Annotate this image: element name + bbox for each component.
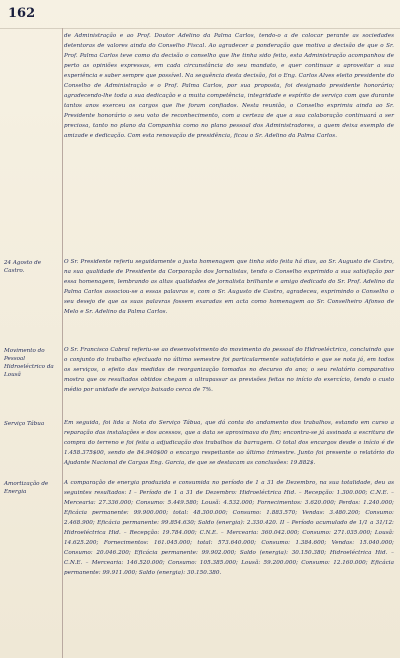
paragraph-staff-movement: O Sr. Francisco Cabral referiu-se ao desenvolvimento do movimento do pessoal do Hidroeléctrico, concluindo que o conjunto do trabalho efectuado no último semestre foi particularmente satisfatório e que se nota já, em todos os serviços, o efeito das medidas de reorganização tomadas no decurso do ano; o seu relatório comparativo mostra que os resultados obtidos chegam a ultrapassar as previsões feitas no início do exercício, tendo o custo médio por unidade de serviço baixado cerca de 7%. [64,347,394,394]
paragraph-tabua-service: Em seguida, foi lida a Nota do Serviço Tábua, que dá conta do andamento dos trabalhos, estando em curso a reparação das instalações e dos acessos, que a data se aproximava do fim; encontra-se já assinada a escritura de compra do terreno e foi feita a adjudicação dos trabalhos da barragem. O total dos encargos desde o início é de 1.458.375$00, sendo de 84.940$00 o encargo respeitante ao último trimestre. Junto foi presente o relatório do Ajudante Nacional de Cargas Eng. Garcia, de que se destacam as conclusões: 19.882$. [64,420,394,467]
paragraph-board-presidency: de Administração e ao Prof. Doutor Adelino da Palma Carlos, tendo-o a de colocar perante as sociedades detentoras de valores ainda do Conselho Fiscal. Ao agradecer a ponderação que motiva a decisão de que o Sr. Prof. Palma Carlos teve como da decisão o conselho que lhe tinha sido feito, esta Administração acompanhou de perto as opiniões expressas, em cada circunstância do seu mandato, e quer continuar a aproveitar a sua experiência e saber sempre que possível. Na sequência desta decisão, foi o Eng. Carlos Alves eleito presidente do Conselho de Administração e o Prof. Palma Carlos, por sua proposta, foi designado presidente honorário; agradecendo-lhe toda a sua dedicação e a muita competência, integridade e espírito de serviço com que durante tantos anos exerceu os cargos que lhe foram confiados. Nesta reunião, o Conselho exprimiu ainda ao Sr. Presidente honorário o seu voto de reconhecimento, com a certeza de que a sua colaboração continuará a ser preciosa, tanto no plano da Companhia como no plano pessoal dos Administradores, a quem deixa exemplo de amizade e dedicação. Com esta renovação de presidência, ficou o Sr. Adelino da Palma Carlos. [64,33,394,140]
margin-line [62,28,63,658]
side-note-energy: Amortização de Energia [4,481,49,495]
paragraph-energy-comparison: A comparação de energia produzida e consumida no período de 1 a 31 de Dezembro, na sua totalidade, deu as seguintes resultados: I – Período de 1 a 31 de Dezembro: Hidroeléctrica Hid. – Recepção: 1.300.000; C.N.E. – Mercearia: 27.336.000; Consumo: 5.449.580; Lousã: 4.532.000; Fornecimentos: 3.620.000; Perdas: 1.240.000; Eficácia permanente: 99.900.000; total: 48.300.000; Consumo: 1.883.570; Vendas: 3.480.200; Consumo: 2.468.900; Eficácia permanente: 99.854.630; Saldo (energia): 2.330.420. II – Período acumulado de 1/1 a 31/12: Hidroeléctrica Hid. – Recepção: 19.784.000; C.N.E. – Mercearia: 360.042.000; Consumo: 271.035.000; Lousã: 14.625.200; Fornecimentos: 161.045.000; total: 573.640.000; Consumo: 1.384.600; Vendas: 15.040.000; Consumo: 20.046.200; Eficácia permanente: 99.902.000; Saldo (energia): 30.150.380; Hidroeléctrica Hid. – C.N.E. – Mercearia: 146.520.000; Consumo: 105.385.000; Lousã: 59.200.000; Consumo: 12.160.000; Eficácia permanente: 99.911.000; Saldo (energia): 30.150.380. [64,480,394,577]
paragraph-castro-homage: O Sr. Presidente referiu seguidamente a justa homenagem que tinha sido feita há dias, ao Sr. Augusto de Castro, na sua qualidade de Presidente da Corporação dos Jornalistas, tendo o Conselho exprimido a sua satisfação por essa homenagem, lembrando as altas qualidades de jornalista brilhante e amigo dedicado do Sr. Prof. Adelino da Palma Carlos associou-se a essas palavras e, com o Sr. Augusto de Castro, agradeceu, exprimindo o Conselho o seu desejo de que as suas palavras fossem exaradas em acta como homenagem ao Sr. Conselheiro Afonso de Melo e Sr. Adelino da Palma Carlos. [64,259,394,316]
side-note-tabua-service: Serviço Tábua [4,421,45,427]
page-number: 162 [8,6,36,21]
side-note-castro: 24 Agosto de Castro. [4,260,42,274]
rule-line [0,28,400,29]
side-note-staff-movement: Movimento do Pessoal Hidroeléctrico da Lousã [4,348,54,378]
